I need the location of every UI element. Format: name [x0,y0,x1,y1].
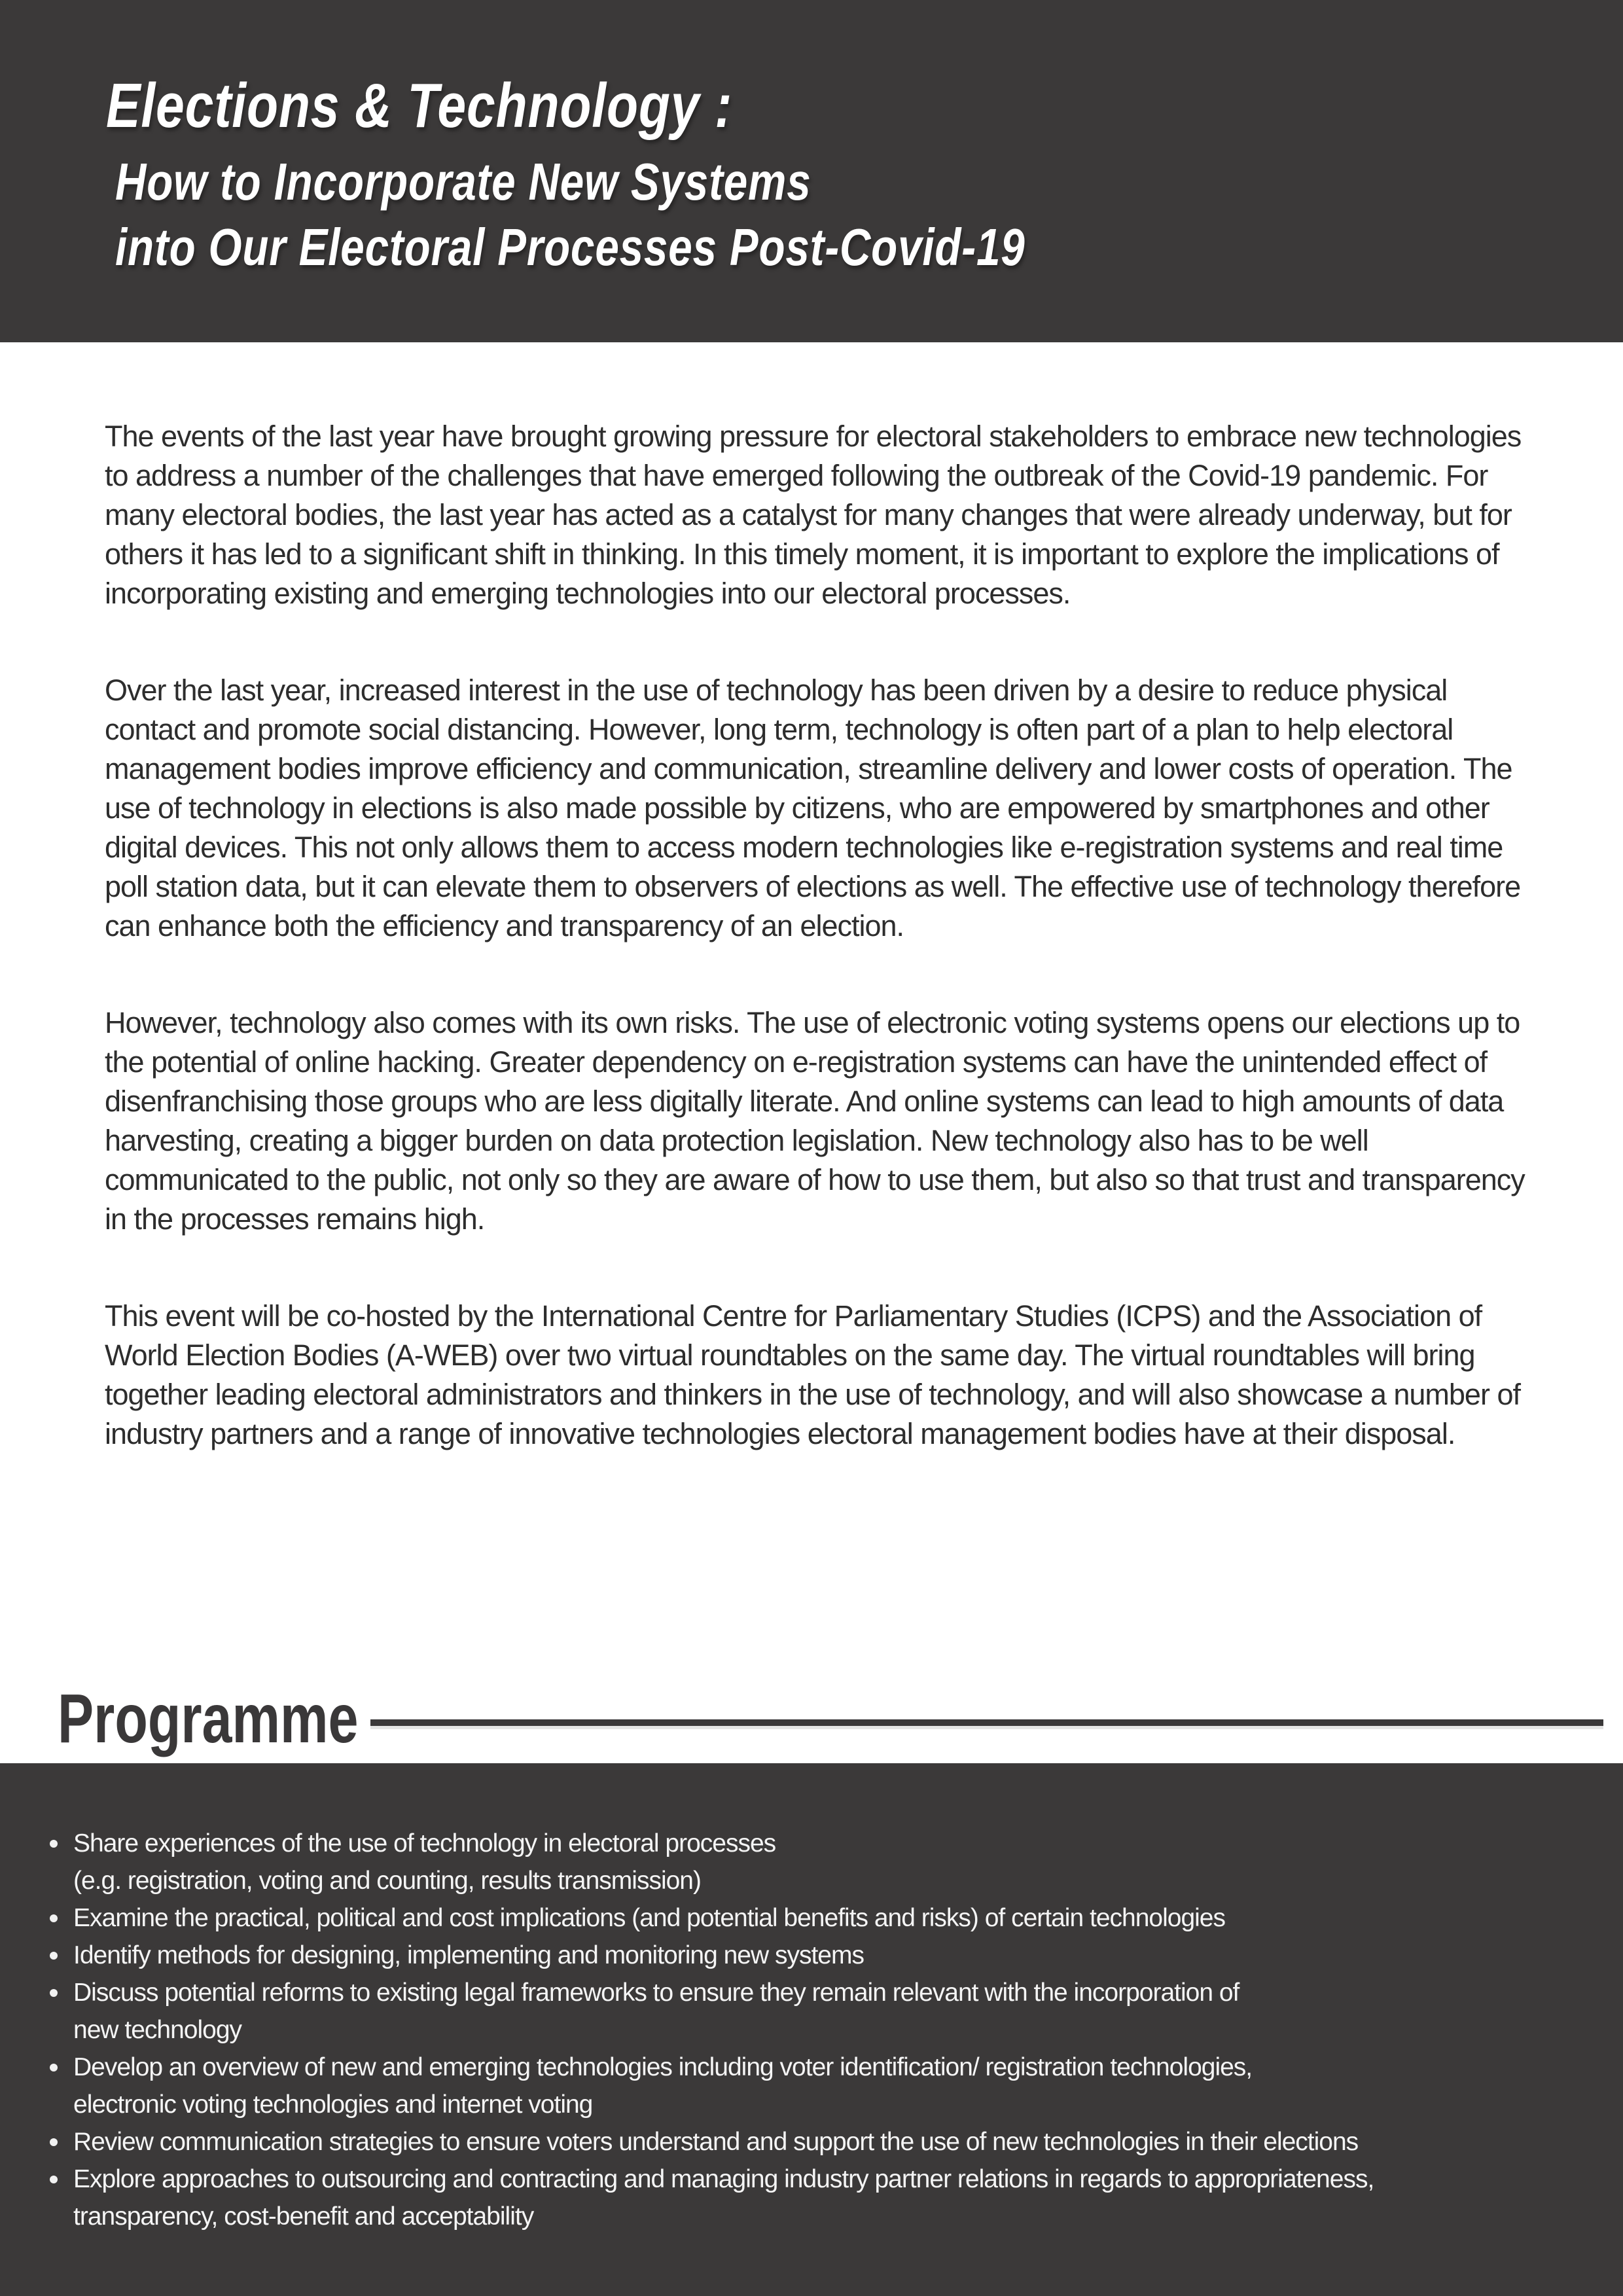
event-title-line-3 [115,215,1623,280]
programme-heading-rule [370,1719,1603,1726]
body-section [0,342,1623,1763]
programme-heading [58,1680,370,1757]
intro-paragraph-2: Over the last year, increased interest in the use of technology has been driven by a desire to reduce physical contact and promote social distancing. However, long term, technology is often part of a plan to help electoral management bodies improve efficiency and communication, streamline delivery and lower costs of operation. The use of technology in elections is also made possible by citizens, who are empowered by smartphones and other digital devices. This not only allows them to access modern technologies like e-registration systems and real time poll station data, but it can elevate them to observers of elections as well. The effective use of technology therefore can enhance both the efficiency and transparency of an election. [105,673,1521,942]
list-item-text: Review communication strategies to ensure voters understand and support the use of new technologies in their elections [73,2128,1359,2156]
bullet-dot-icon [45,1937,73,1960]
intro-paragraph-1: The events of the last year have brought growing pressure for electoral stakeholders to embrace new technologies to address a number of the challenges that have emerged following the outbreak of the Covid-19 pandemic. For many electoral bodies, the last year has acted as a catalyst for many changes that were already underway, but for others it has led to a significant shift in thinking. In this timely moment, it is important to explore the implications of incorporating existing and emerging technologies into our electoral processes. [105,420,1522,610]
bullet-dot-icon [45,1899,73,1922]
bullet-dot-icon [45,1825,73,1848]
bullet-dot-icon [45,2161,73,2183]
list-item-text: Examine the practical, political and cost implications (and potential benefits and risks) of certain technologies [73,1904,1225,1932]
list-item-text: Explore approaches to outsourcing and contracting and managing industry partner relations in regards to appropriateness, [73,2165,1374,2193]
event-title-line-2 [115,149,1623,215]
event-title-line-1-text: Elections & Technology : [106,71,733,141]
list-item-text: Identify methods for designing, implementing and monitoring new systems [73,1941,864,1969]
list-item-text: electronic voting technologies and internet voting [73,2090,593,2119]
list-item-text: new technology [73,2016,242,2044]
intro-paragraph-3: However, technology also comes with its own risks. The use of electronic voting systems opens our elections up to the potential of online hacking. Greater dependency on e-registration systems can have the unintended effect of disenfranchising those groups who are less digitally literate. And online systems can lead to high amounts of data harvesting, creating a bigger burden on data protection legislation. New technology also has to be well communicated to the public, not only so they are aware of how to use them, but also so that trust and transparency in the processes remains high. [105,1006,1525,1236]
list-item [45,1825,1590,1862]
bullet-dot-icon [45,2086,73,2109]
intro-paragraph-4: This event will be co-hosted by the International Centre for Parliamentary Studies (ICPS) and the Association of World Election Bodies (A-WEB) over two virtual roundtables on the same day. The virtual roundtables will bring together leading electoral administrators and thinkers in the use of technology, and will also showcase a number of industry partners and a range of innovative technologies electoral management bodies have at their disposal. [105,1299,1520,1450]
list-item-text: (e.g. registration, voting and counting, results transmission) [73,1867,701,1895]
programme-heading-row [0,1680,1623,1757]
programme-section [0,1763,1623,2296]
list-item-text: Share experiences of the use of technology in electoral processes [73,1829,776,1857]
bullet-dot-icon [45,2123,73,2146]
bullet-dot-icon [45,1862,73,1885]
event-title-line-2-text: How to Incorporate New Systems [115,152,812,211]
list-item [45,1899,1590,1937]
intro-text-block [105,417,1623,1454]
list-item [45,2123,1590,2161]
programme-heading-text: Programme [58,1680,359,1757]
list-item [45,2049,1590,2086]
list-item [45,2161,1590,2198]
programme-bullet-list [45,1825,1590,2235]
list-item-continuation [45,2198,1590,2235]
list-item-text: transparency, cost-benefit and acceptability [73,2202,534,2231]
list-item-text: Discuss potential reforms to existing legal frameworks to ensure they remain relevant with the incorporation of [73,1979,1240,2007]
event-title-line-1 [106,73,1623,139]
list-item-continuation [45,2086,1590,2123]
list-item-continuation [45,2011,1590,2049]
list-item [45,1937,1590,1974]
list-item-text: Develop an overview of new and emerging technologies including voter identification/ registration technologies, [73,2053,1253,2081]
list-item [45,1974,1590,2011]
event-title-line-3-text: into Our Electoral Processes Post-Covid-19 [115,218,1026,276]
bullet-dot-icon [45,2049,73,2072]
bullet-dot-icon [45,2011,73,2034]
list-item-continuation [45,1862,1590,1899]
bullet-dot-icon [45,1974,73,1997]
bullet-dot-icon [45,2198,73,2221]
header-banner [0,0,1623,342]
